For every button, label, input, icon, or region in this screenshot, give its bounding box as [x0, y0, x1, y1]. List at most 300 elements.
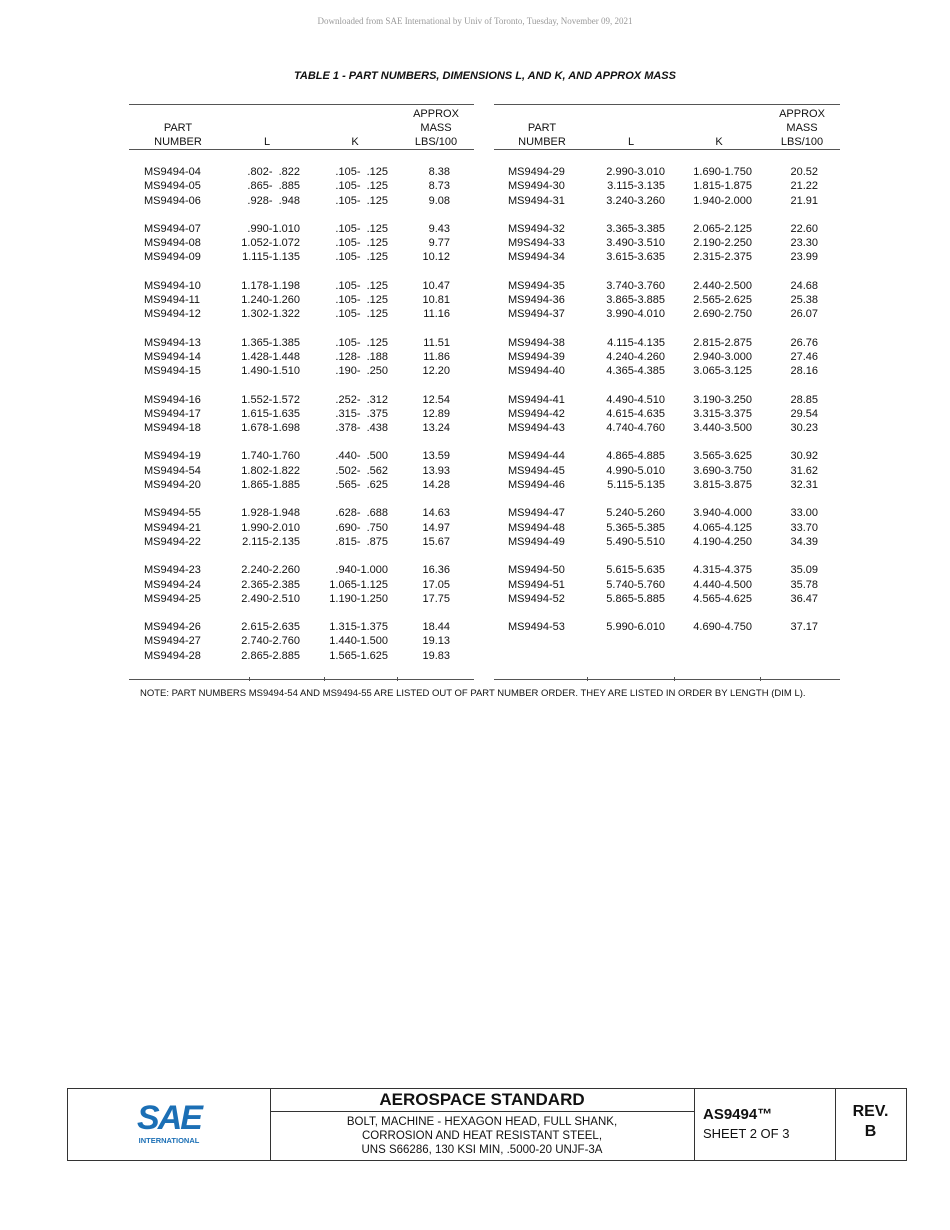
approx-mass: 20.52 — [790, 166, 818, 178]
part-number: MS9494-37 — [508, 308, 565, 321]
dim-l: 1.678-1.698 — [241, 422, 300, 435]
approx-mass: 19.83 — [422, 649, 450, 662]
approx-mass: 23.30 — [790, 237, 818, 250]
table-row — [129, 578, 474, 592]
approx-mass: 25.38 — [790, 294, 818, 307]
row-group — [494, 563, 840, 606]
part-number: MS9494-10 — [144, 279, 201, 292]
approx-mass: 21.22 — [790, 180, 818, 193]
table-note: NOTE: PART NUMBERS MS9494-54 AND MS9494-55 ARE LISTED OUT OF PART NUMBER ORDER. THEY ARE LISTED IN ORDER BY LENGTH (DIM L). — [140, 688, 806, 699]
dim-k: .105- .125 — [335, 294, 388, 307]
table-row — [494, 194, 840, 208]
row-group — [494, 620, 840, 634]
table-row — [129, 250, 474, 264]
table-left-half — [129, 104, 474, 680]
table-row — [129, 449, 474, 463]
part-number: MS9494-17 — [144, 407, 201, 420]
approx-mass: 10.81 — [422, 294, 450, 307]
dim-l: 1.552-1.572 — [241, 393, 300, 406]
table-row — [129, 393, 474, 407]
row-group — [129, 506, 474, 549]
approx-mass: 34.39 — [790, 535, 818, 548]
dim-l: 2.740-2.760 — [241, 635, 300, 648]
part-number: MS9494-31 — [508, 194, 565, 207]
header-lbs100: LBS/100 — [414, 136, 458, 148]
table-row — [129, 407, 474, 421]
download-watermark: Downloaded from SAE International by Univ of Toronto, Tuesday, November 09, 2021 — [317, 16, 633, 26]
dim-l: 4.490-4.510 — [606, 393, 665, 406]
part-number: MS9494-40 — [508, 365, 565, 378]
dim-k: 4.065-4.125 — [693, 521, 752, 534]
column-tick — [587, 677, 588, 681]
dim-k: 3.315-3.375 — [693, 407, 752, 420]
part-number: MS9494-42 — [508, 407, 565, 420]
table-row — [494, 620, 840, 634]
part-number: MS9494-20 — [144, 479, 201, 492]
table-row — [494, 393, 840, 407]
dim-k: .105- .125 — [335, 308, 388, 321]
table-right-half — [494, 104, 840, 680]
dim-l: 1.365-1.385 — [241, 336, 300, 349]
dim-l: .990-1.010 — [247, 222, 300, 235]
table-header — [129, 105, 474, 150]
header-number: NUMBER — [518, 136, 566, 148]
dim-k: 3.815-3.875 — [693, 479, 752, 492]
part-number: MS9494-23 — [144, 564, 201, 577]
part-number: MS9494-29 — [508, 166, 565, 178]
part-number: M9S494-33 — [508, 237, 565, 250]
dim-k: .105- .125 — [335, 180, 388, 193]
part-number: MS9494-54 — [144, 464, 201, 477]
table-row — [129, 336, 474, 350]
dim-l: 5.490-5.510 — [606, 535, 665, 548]
approx-mass: 16.36 — [422, 564, 450, 577]
dim-l: 2.865-2.885 — [241, 649, 300, 662]
table-row — [494, 293, 840, 307]
dim-k: 2.565-2.625 — [693, 294, 752, 307]
dim-k: 2.065-2.125 — [693, 222, 752, 235]
table-row — [494, 364, 840, 378]
table-row — [494, 464, 840, 478]
table-row — [494, 421, 840, 435]
standard-heading: AEROSPACE STANDARD — [270, 1089, 694, 1112]
header-k: K — [715, 136, 723, 148]
dim-l: 5.865-5.885 — [606, 592, 665, 605]
part-number: MS9494-36 — [508, 294, 565, 307]
approx-mass: 29.54 — [790, 407, 818, 420]
part-number: MS9494-48 — [508, 521, 565, 534]
table-title: TABLE 1 - PART NUMBERS, DIMENSIONS L, AND K, AND APPROX MASS — [294, 70, 676, 82]
part-number: MS9494-09 — [144, 251, 201, 264]
table-row — [494, 336, 840, 350]
part-number: MS9494-25 — [144, 592, 201, 605]
header-lbs100: LBS/100 — [780, 136, 824, 148]
approx-mass: 12.54 — [422, 393, 450, 406]
dim-l: 5.240-5.260 — [606, 507, 665, 520]
table-row — [129, 634, 474, 648]
part-number: MS9494-08 — [144, 237, 201, 250]
dim-l: .802- .822 — [247, 166, 300, 178]
dim-k: .690- .750 — [335, 521, 388, 534]
dim-k: .128- .188 — [335, 350, 388, 363]
approx-mass: 13.59 — [422, 450, 450, 463]
approx-mass: 15.67 — [422, 535, 450, 548]
part-number: MS9494-22 — [144, 535, 201, 548]
part-number: MS9494-50 — [508, 564, 565, 577]
header-number: NUMBER — [154, 136, 202, 148]
revision-cell — [835, 1089, 906, 1160]
svg-text:SAE: SAE — [137, 1099, 201, 1137]
table-row — [494, 449, 840, 463]
table-header — [494, 105, 840, 150]
dim-k: .378- .438 — [335, 422, 388, 435]
dim-k: .105- .125 — [335, 336, 388, 349]
dim-l: 1.428-1.448 — [241, 350, 300, 363]
dim-l: 1.990-2.010 — [241, 521, 300, 534]
table-row — [129, 350, 474, 364]
row-group — [494, 449, 840, 492]
approx-mass: 10.47 — [422, 279, 450, 292]
table-row — [494, 407, 840, 421]
part-number: MS9494-53 — [508, 621, 565, 634]
dim-k: 4.315-4.375 — [693, 564, 752, 577]
dim-k: 3.940-4.000 — [693, 507, 752, 520]
part-number: MS9494-07 — [144, 222, 201, 235]
dim-k: 3.190-3.250 — [693, 393, 752, 406]
table-row — [494, 521, 840, 535]
part-number: MS9494-35 — [508, 279, 565, 292]
dim-l: 1.115-1.135 — [242, 251, 300, 264]
dim-l: 4.115-4.135 — [607, 336, 665, 349]
approx-mass: 11.16 — [423, 308, 450, 321]
header-mass: MASS — [420, 122, 452, 134]
dim-k: .105- .125 — [335, 222, 388, 235]
column-tick — [249, 677, 250, 681]
row-group — [494, 279, 840, 322]
table-row — [129, 464, 474, 478]
approx-mass: 11.86 — [423, 350, 450, 363]
dim-l: 3.740-3.760 — [606, 279, 665, 292]
approx-mass: 12.89 — [422, 407, 450, 420]
approx-mass: 13.93 — [422, 464, 450, 477]
approx-mass: 33.00 — [790, 507, 818, 520]
approx-mass: 12.20 — [422, 365, 450, 378]
part-number: MS9494-55 — [144, 507, 201, 520]
part-description — [270, 1115, 694, 1157]
sae-logo-icon — [68, 1089, 270, 1160]
dim-k: 3.690-3.750 — [693, 464, 752, 477]
approx-mass: 27.46 — [790, 350, 818, 363]
row-group — [129, 279, 474, 322]
approx-mass: 14.28 — [422, 479, 450, 492]
approx-mass: 37.17 — [790, 621, 818, 634]
row-group — [494, 393, 840, 436]
table-row — [129, 307, 474, 321]
part-number: MS9494-32 — [508, 222, 565, 235]
dim-l: 3.365-3.385 — [606, 222, 665, 235]
dim-k: 2.940-3.000 — [693, 350, 752, 363]
header-l: L — [627, 136, 635, 148]
dim-l: 1.928-1.948 — [241, 507, 300, 520]
row-group — [129, 620, 474, 663]
table-row — [129, 194, 474, 208]
part-number: MS9494-34 — [508, 251, 565, 264]
dim-l: 4.740-4.760 — [606, 422, 665, 435]
dim-l: 1.865-1.885 — [241, 479, 300, 492]
part-number: MS9494-11 — [144, 294, 201, 307]
approx-mass: 30.92 — [790, 450, 818, 463]
column-tick — [674, 677, 675, 681]
dim-k: 4.690-4.750 — [693, 621, 752, 634]
row-group — [494, 222, 840, 265]
description-line: BOLT, MACHINE - HEXAGON HEAD, FULL SHANK, — [346, 1116, 618, 1128]
table-row — [129, 279, 474, 293]
dim-l: .928- .948 — [247, 194, 300, 207]
table-row — [494, 179, 840, 193]
part-number: MS9494-52 — [508, 592, 565, 605]
part-number: MS9494-06 — [144, 194, 201, 207]
part-number: MS9494-04 — [144, 166, 201, 178]
part-number: MS9494-28 — [144, 649, 201, 662]
approx-mass: 35.09 — [790, 564, 818, 577]
row-group — [494, 165, 840, 208]
dim-l: 2.115-2.135 — [242, 535, 300, 548]
table-row — [494, 250, 840, 264]
row-group — [129, 336, 474, 379]
part-number: MS9494-12 — [144, 308, 201, 321]
table-row — [129, 563, 474, 577]
svg-text:INTERNATIONAL: INTERNATIONAL — [138, 1136, 200, 1145]
approx-mass: 36.47 — [790, 592, 818, 605]
dim-k: .105- .125 — [335, 166, 388, 178]
table-row — [494, 535, 840, 549]
dim-k: .315- .375 — [335, 407, 388, 420]
part-number: MS9494-38 — [508, 336, 565, 349]
dim-k: 4.565-4.625 — [693, 592, 752, 605]
header-part: PART — [527, 122, 557, 134]
approx-mass: 21.91 — [790, 194, 818, 207]
part-number: MS9494-43 — [508, 422, 565, 435]
dim-k: .105- .125 — [335, 194, 388, 207]
approx-mass: 30.23 — [790, 422, 818, 435]
dim-l: 3.990-4.010 — [606, 308, 665, 321]
dim-l: 5.615-5.635 — [606, 564, 665, 577]
part-number: MS9494-46 — [508, 479, 565, 492]
part-number: MS9494-15 — [144, 365, 201, 378]
approx-mass: 23.99 — [790, 251, 818, 264]
row-group — [494, 336, 840, 379]
dim-l: 5.365-5.385 — [606, 521, 665, 534]
dim-l: 3.490-3.510 — [606, 237, 665, 250]
dim-k: 2.190-2.250 — [693, 237, 752, 250]
table-row — [129, 364, 474, 378]
part-number: MS9494-14 — [144, 350, 201, 363]
table-row — [494, 279, 840, 293]
approx-mass: 9.43 — [428, 222, 450, 235]
approx-mass: 28.16 — [790, 365, 818, 378]
dim-k: 1.690-1.750 — [693, 166, 752, 178]
table-row — [129, 521, 474, 535]
table-row — [129, 165, 474, 179]
part-number: MS9494-16 — [144, 393, 201, 406]
table-row — [494, 592, 840, 606]
dim-k: 3.440-3.500 — [693, 422, 752, 435]
table-row — [494, 350, 840, 364]
part-number: MS9494-30 — [508, 180, 565, 193]
dim-k: .105- .125 — [335, 237, 388, 250]
approx-mass: 24.68 — [790, 279, 818, 292]
dim-k: .940-1.000 — [335, 564, 388, 577]
approx-mass: 10.12 — [422, 251, 450, 264]
table-row — [494, 506, 840, 520]
revision-value: B — [864, 1123, 877, 1140]
dim-l: 3.115-3.135 — [607, 180, 665, 193]
dim-k: 1.940-2.000 — [693, 194, 752, 207]
part-number: MS9494-47 — [508, 507, 565, 520]
dim-k: 1.190-1.250 — [329, 592, 388, 605]
part-number: MS9494-51 — [508, 578, 565, 591]
dim-k: 3.565-3.625 — [693, 450, 752, 463]
table-body-left — [129, 165, 474, 677]
part-number: MS9494-21 — [144, 521, 201, 534]
table-row — [494, 563, 840, 577]
table-row — [129, 478, 474, 492]
dim-l: 2.240-2.260 — [241, 564, 300, 577]
column-tick — [760, 677, 761, 681]
approx-mass: 14.63 — [422, 507, 450, 520]
table-row — [129, 649, 474, 663]
approx-mass: 32.31 — [790, 479, 818, 492]
part-number: MS9494-45 — [508, 464, 565, 477]
column-tick — [324, 677, 325, 681]
row-group — [129, 449, 474, 492]
approx-mass: 35.78 — [790, 578, 818, 591]
approx-mass: 31.62 — [790, 464, 818, 477]
table-row — [129, 236, 474, 250]
dim-k: 3.065-3.125 — [693, 365, 752, 378]
column-tick — [397, 677, 398, 681]
approx-mass: 9.08 — [428, 194, 450, 207]
dim-k: 1.815-1.875 — [693, 180, 752, 193]
dim-l: 5.115-5.135 — [607, 479, 665, 492]
dim-k: 1.565-1.625 — [329, 649, 388, 662]
header-approx: APPROX — [779, 108, 825, 120]
part-number: MS9494-26 — [144, 621, 201, 634]
dim-k: .565- .625 — [335, 479, 388, 492]
dim-k: 2.315-2.375 — [693, 251, 752, 264]
table-row — [129, 179, 474, 193]
dim-k: 1.065-1.125 — [329, 578, 388, 591]
title-block — [67, 1088, 907, 1161]
part-number: MS9494-41 — [508, 393, 565, 406]
approx-mass: 17.75 — [422, 592, 450, 605]
dim-l: 1.490-1.510 — [241, 365, 300, 378]
approx-mass: 33.70 — [790, 521, 818, 534]
table-row — [129, 421, 474, 435]
dim-k: 4.190-4.250 — [693, 535, 752, 548]
dim-k: 2.815-2.875 — [693, 336, 752, 349]
dim-l: 1.178-1.198 — [241, 279, 300, 292]
dim-k: .440- .500 — [335, 450, 388, 463]
header-approx: APPROX — [413, 108, 459, 120]
approx-mass: 18.44 — [422, 621, 450, 634]
table-row — [129, 506, 474, 520]
dim-l: 3.865-3.885 — [606, 294, 665, 307]
part-number: MS9494-44 — [508, 450, 565, 463]
dim-k: 1.440-1.500 — [329, 635, 388, 648]
dim-l: 2.615-2.635 — [241, 621, 300, 634]
part-number: MS9494-19 — [144, 450, 201, 463]
dim-l: 1.052-1.072 — [241, 237, 300, 250]
dim-k: .815- .875 — [335, 535, 388, 548]
dim-l: 5.740-5.760 — [606, 578, 665, 591]
dim-l: 4.365-4.385 — [606, 365, 665, 378]
dim-l: 5.990-6.010 — [606, 621, 665, 634]
table-row — [129, 222, 474, 236]
approx-mass: 11.51 — [423, 336, 450, 349]
part-number: MS9494-27 — [144, 635, 201, 648]
dim-l: 3.240-3.260 — [606, 194, 665, 207]
dim-l: 4.240-4.260 — [606, 350, 665, 363]
approx-mass: 8.73 — [428, 180, 450, 193]
dim-l: .865- .885 — [247, 180, 300, 193]
approx-mass: 8.38 — [428, 166, 450, 178]
dim-l: 2.990-3.010 — [606, 166, 665, 178]
sae-logo — [68, 1089, 271, 1160]
description-line: UNS S66286, 130 KSI MIN, .5000-20 UNJF-3A — [361, 1144, 603, 1156]
dim-k: .502- .562 — [335, 464, 388, 477]
dim-l: 2.365-2.385 — [241, 578, 300, 591]
approx-mass: 17.05 — [422, 578, 450, 591]
approx-mass: 13.24 — [422, 422, 450, 435]
table-row — [129, 592, 474, 606]
table-row — [494, 578, 840, 592]
dim-k: 2.690-2.750 — [693, 308, 752, 321]
dim-k: 4.440-4.500 — [693, 578, 752, 591]
header-k: K — [351, 136, 359, 148]
document-number-cell — [694, 1089, 836, 1160]
sheet-number: SHEET 2 OF 3 — [703, 1126, 790, 1141]
part-number: MS9494-18 — [144, 422, 201, 435]
dim-k: .105- .125 — [335, 251, 388, 264]
header-part: PART — [163, 122, 193, 134]
approx-mass: 26.07 — [790, 308, 818, 321]
header-l: L — [263, 136, 271, 148]
dim-l: 1.240-1.260 — [241, 294, 300, 307]
approx-mass: 26.76 — [790, 336, 818, 349]
header-mass: MASS — [786, 122, 818, 134]
dim-l: 1.802-1.822 — [241, 464, 300, 477]
approx-mass: 28.85 — [790, 393, 818, 406]
table-body-right — [494, 165, 840, 648]
part-number: MS9494-39 — [508, 350, 565, 363]
table-row — [494, 236, 840, 250]
approx-mass: 22.60 — [790, 222, 818, 235]
table-row — [129, 293, 474, 307]
title-block-description — [270, 1089, 695, 1160]
row-group — [129, 165, 474, 208]
dim-k: .252- .312 — [335, 393, 388, 406]
revision-label: REV. — [852, 1103, 889, 1120]
description-line: CORROSION AND HEAT RESISTANT STEEL, — [361, 1130, 603, 1142]
row-group — [129, 393, 474, 436]
table-row — [129, 535, 474, 549]
dim-k: .628- .688 — [335, 507, 388, 520]
approx-mass: 9.77 — [428, 237, 450, 250]
dim-k: .105- .125 — [335, 279, 388, 292]
dim-k: 1.315-1.375 — [329, 621, 388, 634]
part-number: MS9494-24 — [144, 578, 201, 591]
